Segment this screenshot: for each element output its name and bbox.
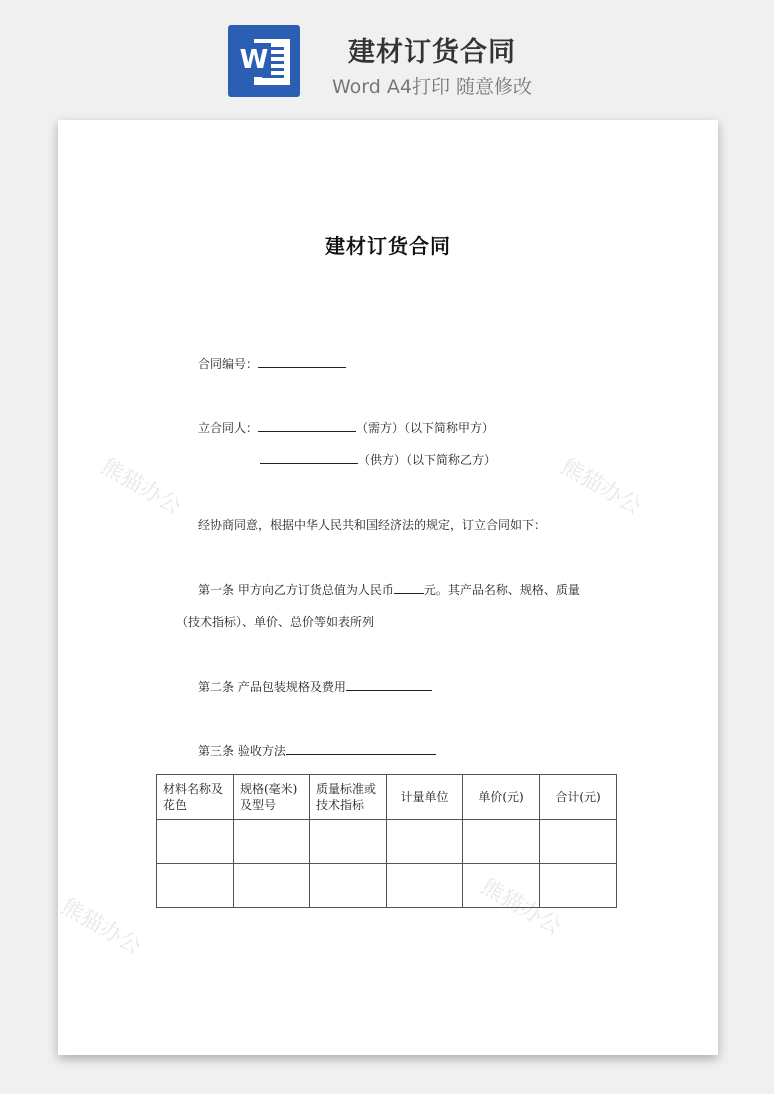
watermark: 熊猫办公: [556, 454, 646, 521]
word-letter-badge: W: [237, 43, 271, 77]
table-header-cell: 合计(元): [540, 775, 617, 820]
table-cell[interactable]: [234, 820, 310, 864]
article-2: [198, 678, 432, 695]
table-cell[interactable]: [157, 864, 234, 908]
table-row: [157, 820, 617, 864]
watermark: 熊猫办公: [96, 454, 186, 521]
table-cell[interactable]: [540, 820, 617, 864]
banner-title: 建材订货合同: [348, 37, 516, 68]
table-header-cell: 单价(元): [463, 775, 540, 820]
party-a-line: [198, 419, 494, 436]
banner-subtitle: Word A4打印 随意修改: [331, 76, 532, 98]
contract-number-field[interactable]: [258, 355, 346, 368]
table-cell[interactable]: [387, 820, 463, 864]
table-cell[interactable]: [463, 820, 540, 864]
product-table: [156, 774, 617, 908]
table-cell[interactable]: [387, 864, 463, 908]
table-cell[interactable]: [234, 864, 310, 908]
article-3: [198, 742, 436, 759]
header-banner: [0, 0, 774, 110]
watermark: 熊猫办公: [56, 894, 146, 961]
party-label: 立合同人：: [198, 421, 259, 435]
table-cell[interactable]: [310, 864, 387, 908]
table-header-cell: 计量单位: [387, 775, 463, 820]
word-icon: [228, 25, 300, 97]
table-header-row: [157, 775, 617, 820]
total-value-field[interactable]: [394, 581, 424, 594]
table-cell[interactable]: [157, 820, 234, 864]
table-cell[interactable]: [540, 864, 617, 908]
article-1-text: 第一条 甲方向乙方订货总值为人民币: [198, 583, 394, 597]
table-header-cell: 规格(毫米)及型号: [234, 775, 310, 820]
intro-paragraph: 经协商同意，根据中华人民共和国经济法的规定，订立合同如下：: [198, 518, 547, 532]
article-3-text: 第三条 验收方法: [198, 744, 286, 758]
contract-number-label: 合同编号：: [198, 357, 259, 371]
party-a-suffix: （需方）（以下简称甲方）: [356, 421, 495, 435]
document-page: [58, 120, 718, 1055]
party-b-line: [260, 451, 496, 468]
table-header-cell: 材料名称及花色: [157, 775, 234, 820]
watermark: 熊猫办公: [476, 874, 566, 941]
contract-number-line: [198, 355, 346, 372]
party-b-suffix: （供方）（以下简称乙方）: [358, 453, 497, 467]
article-1-line-2: （技术指标）、单价、总价等如表所列: [176, 615, 375, 629]
table-header-cell: 质量标准或技术指标: [310, 775, 387, 820]
party-a-field[interactable]: [258, 419, 356, 432]
table-cell[interactable]: [463, 864, 540, 908]
table-row: [157, 864, 617, 908]
party-b-field[interactable]: [260, 451, 358, 464]
article-1: [198, 581, 580, 598]
acceptance-field[interactable]: [286, 742, 436, 755]
article-1-text-cont: 元。其产品名称、规格、质量: [423, 583, 580, 597]
document-title: 建材订货合同: [325, 234, 451, 258]
article-2-text: 第二条 产品包装规格及费用: [198, 680, 346, 694]
packaging-field[interactable]: [346, 678, 432, 691]
table-cell[interactable]: [310, 820, 387, 864]
